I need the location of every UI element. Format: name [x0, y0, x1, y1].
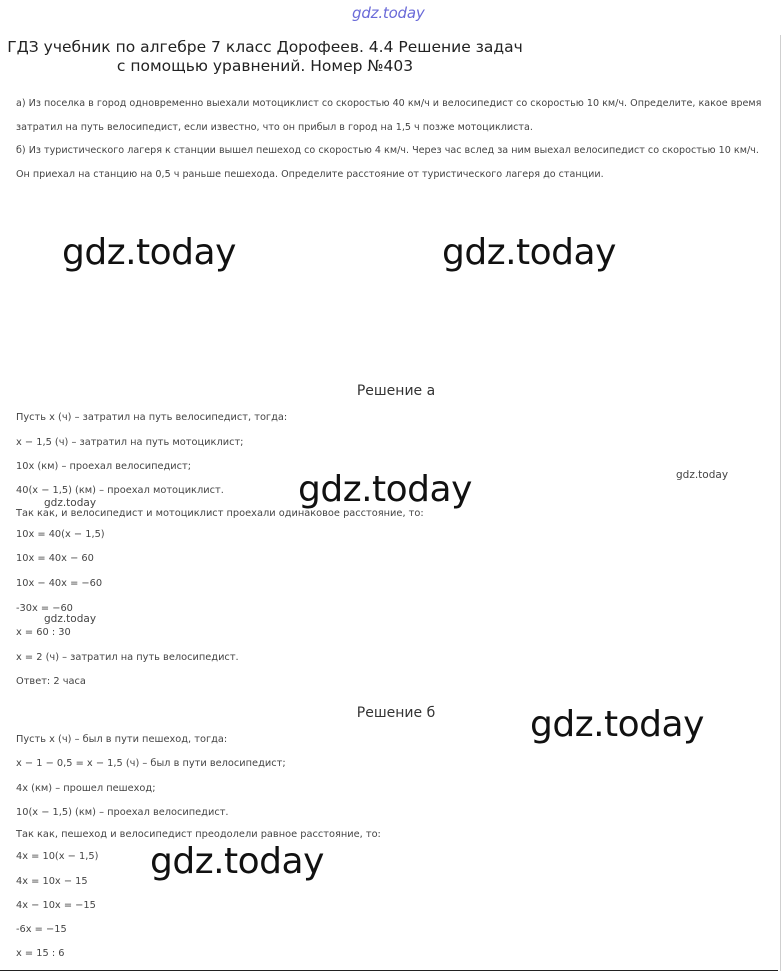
solution-a-heading: Решение а	[356, 383, 436, 399]
site-logo[interactable]: gdz.today	[352, 4, 425, 22]
solution-a-line: -30x = −60	[16, 603, 73, 614]
solution-b-line: 4x − 10x = −15	[16, 900, 96, 911]
solution-a-line: x = 2 (ч) – затратил на путь велосипедист.	[16, 652, 239, 663]
solution-a-line: Так как, и велосипедист и мотоциклист проехали одинаковое расстояние, то:	[16, 508, 424, 519]
watermark-text: gdz.today	[298, 469, 472, 510]
solution-a-line: 10x − 40x = −60	[16, 578, 103, 589]
solution-b-line: Так как, пешеход и велосипедист преодолели равное расстояние, то:	[16, 829, 381, 840]
bottom-border	[0, 970, 778, 971]
solution-b-line: x = 15 : 6	[16, 948, 65, 959]
solution-b-line: 4x = 10(x − 1,5)	[16, 851, 99, 862]
solution-b-line: 4x = 10x − 15	[16, 876, 88, 887]
solution-a-answer: Ответ: 2 часа	[16, 676, 86, 687]
watermark-text: gdz.today	[442, 232, 616, 273]
solution-b-line: x − 1 − 0,5 = x − 1,5 (ч) – был в пути велосипедист;	[16, 758, 286, 769]
solution-a-line: 40(x − 1,5) (км) – проехал мотоциклист.	[16, 485, 224, 496]
solution-b-heading: Решение б	[356, 705, 436, 721]
task-a-line-1: а) Из поселка в город одновременно выехали мотоциклист со скоростью 40 км/ч и велосипедист со скоростью 10 км/ч. Определите, какое время	[16, 98, 762, 109]
solution-a-line: x − 1,5 (ч) – затратил на путь мотоциклист;	[16, 437, 244, 448]
solution-b-line: Пусть x (ч) – был в пути пешеход, тогда:	[16, 734, 228, 745]
watermark-text: gdz.today	[150, 841, 324, 882]
watermark-text: gdz.today	[676, 469, 729, 481]
solution-b-line: -6x = −15	[16, 924, 67, 935]
solution-a-line: 10x (км) – проехал велосипедист;	[16, 461, 192, 472]
solution-b-line: 4x (км) – прошел пешеход;	[16, 783, 156, 794]
solution-a-line: 10x = 40x − 60	[16, 553, 94, 564]
title-line-1: ГДЗ учебник по алгебре 7 класс Дорофеев. 4.4 Решение задач	[7, 38, 523, 56]
task-a-line-2: затратил на путь велосипедист, если известно, что он прибыл в город на 1,5 ч позже мотоциклиста.	[16, 122, 533, 133]
solution-a-line: Пусть x (ч) – затратил на путь велосипедист, тогда:	[16, 412, 288, 423]
right-border	[780, 35, 781, 971]
solution-b-line: 10(x − 1,5) (км) – проехал велосипедист.	[16, 807, 229, 818]
page-title	[0, 38, 530, 76]
watermark-text: gdz.today	[44, 497, 97, 509]
task-b-line-2: Он приехал на станцию на 0,5 ч раньше пешехода. Определите расстояние от туристического лагеря до станции.	[16, 169, 604, 180]
watermark-text: gdz.today	[62, 232, 236, 273]
solution-a-line: x = 60 : 30	[16, 627, 71, 638]
task-b-line-1: б) Из туристического лагеря к станции вышел пешеход со скоростью 4 км/ч. Через час вслед за ним выехал велосипедист со скоростью 10 км/ч.	[16, 145, 759, 156]
title-line-2: с помощью уравнений. Номер №403	[116, 57, 414, 75]
watermark-text: gdz.today	[530, 704, 704, 745]
watermark-text: gdz.today	[44, 613, 97, 625]
solution-a-line: 10x = 40(x − 1,5)	[16, 529, 105, 540]
